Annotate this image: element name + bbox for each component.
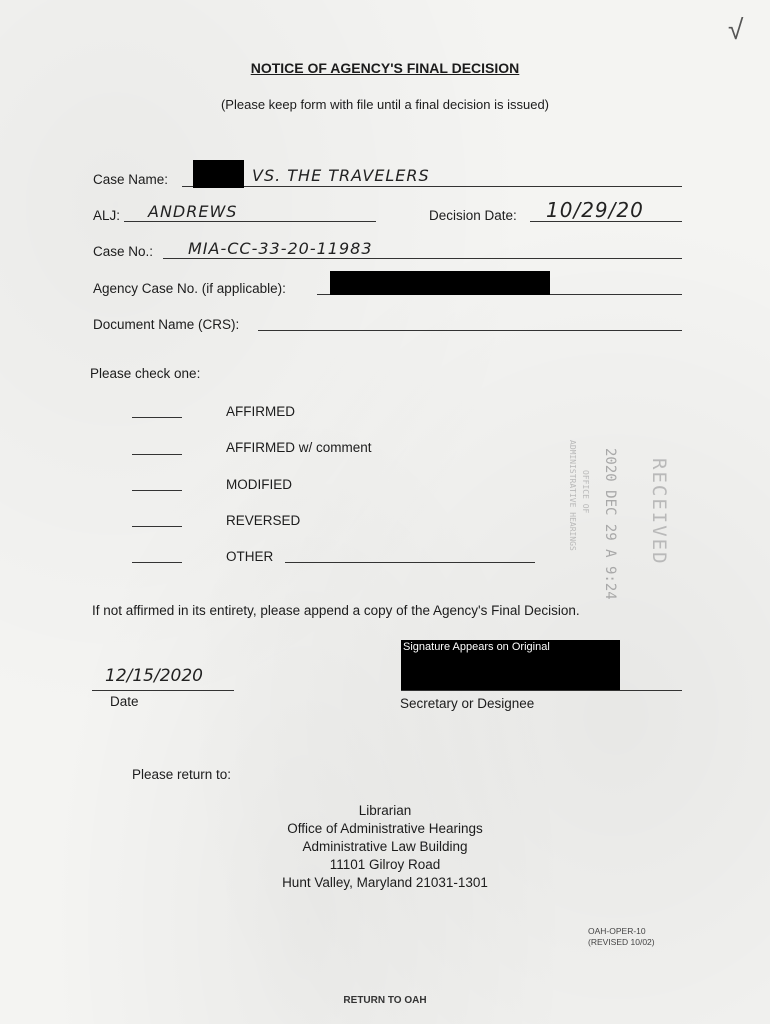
decision-date-value: 10/29/20: [546, 198, 644, 222]
signer-label: Secretary or Designee: [400, 696, 535, 711]
case-name-label: Case Name:: [93, 172, 169, 187]
address-line-3: Administrative Law Building: [302, 839, 468, 854]
return-prompt: Please return to:: [132, 767, 232, 782]
case-name-value: VS. THE TRAVELERS: [252, 166, 430, 185]
check-line-other: [132, 562, 182, 563]
case-no-line: [163, 258, 682, 259]
option-reversed: REVERSED: [226, 513, 301, 528]
check-line-affirmed: [132, 417, 182, 418]
alj-value: ANDREWS: [148, 202, 238, 221]
received-office-line1: OFFICE OF: [581, 470, 590, 514]
form-title: NOTICE OF AGENCY'S FINAL DECISION: [250, 60, 520, 76]
signed-date-value: 12/15/2020: [105, 666, 203, 686]
return-footer: RETURN TO OAH: [343, 995, 427, 1006]
alj-label: ALJ:: [93, 208, 121, 223]
option-other: OTHER: [226, 549, 274, 564]
agency-case-no-label: Agency Case No. (if applicable):: [93, 281, 286, 296]
address-line-2: Office of Administrative Hearings: [287, 821, 483, 836]
address-line-1: Librarian: [358, 803, 412, 818]
agency-case-no-redaction: [330, 271, 550, 295]
return-address: [0, 802, 770, 892]
check-line-affirmed-comment: [132, 454, 182, 455]
signature-line: [401, 690, 682, 691]
check-prompt: Please check one:: [90, 366, 201, 381]
received-office-line2: ADMINISTRATIVE HEARINGS: [568, 440, 577, 551]
option-affirmed-comment: AFFIRMED w/ comment: [226, 440, 372, 455]
case-name-line: [182, 186, 682, 187]
signature-redaction: [401, 640, 620, 690]
alj-line: [124, 221, 376, 222]
signature-redaction-text: Signature Appears on Original: [403, 641, 550, 653]
address-line-5: Hunt Valley, Maryland 21031-1301: [282, 875, 488, 890]
other-line: [285, 562, 535, 563]
date-label: Date: [110, 694, 139, 709]
check-line-reversed: [132, 526, 182, 527]
append-note: If not affirmed in its entirety, please append a copy of the Agency's Final Decision.: [92, 603, 580, 618]
form-code: OAH-OPER-10: [588, 926, 646, 936]
date-line: [92, 690, 234, 691]
received-stamp: RECEIVED: [648, 458, 670, 566]
case-no-label: Case No.:: [93, 244, 154, 259]
document-name-line: [258, 330, 682, 331]
case-name-redaction: [193, 160, 244, 188]
decision-date-label: Decision Date:: [429, 208, 517, 223]
document-name-label: Document Name (CRS):: [93, 317, 240, 332]
option-affirmed: AFFIRMED: [226, 404, 295, 419]
form-subtitle: (Please keep form with file until a final decision is issued): [220, 97, 550, 112]
check-mark: √: [728, 14, 744, 45]
case-no-value: MIA-CC-33-20-11983: [188, 239, 373, 258]
address-line-4: 11101 Gilroy Road: [329, 857, 441, 872]
received-datetime: 2020 DEC 29 A 9:24: [602, 448, 618, 600]
option-modified: MODIFIED: [226, 477, 292, 492]
check-line-modified: [132, 490, 182, 491]
form-revised: (REVISED 10/02): [588, 937, 655, 947]
form-id-block: [588, 926, 655, 948]
